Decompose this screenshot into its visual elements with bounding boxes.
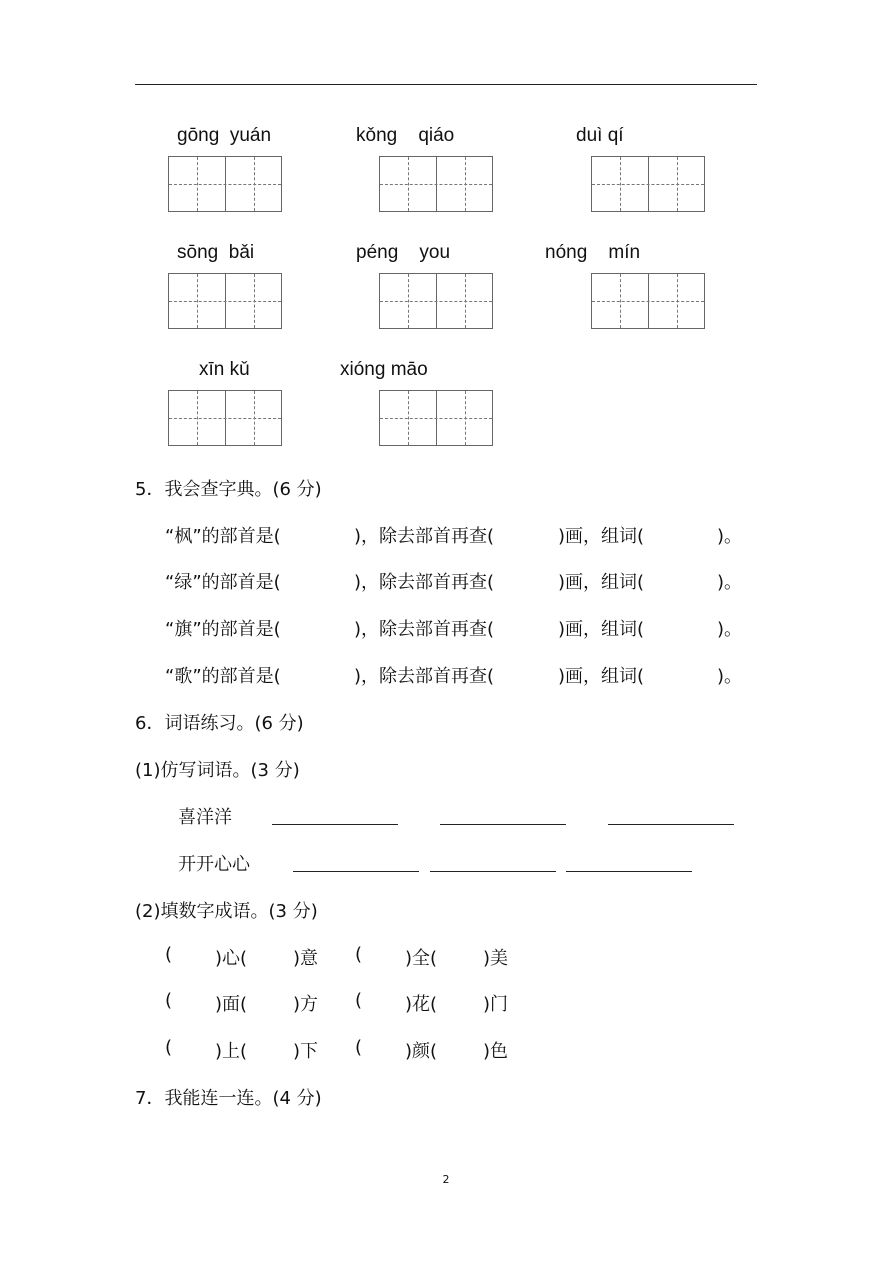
writing-grid[interactable] xyxy=(168,273,282,329)
example-word: 喜洋洋 xyxy=(178,807,232,828)
writing-grid[interactable] xyxy=(168,390,282,446)
header-rule xyxy=(135,84,757,85)
question-7-title: 7．我能连一连。(4 分) xyxy=(135,1088,322,1109)
answer-blank[interactable] xyxy=(293,871,419,872)
writing-grid[interactable] xyxy=(379,273,493,329)
question-6-title: 6．词语练习。(6 分) xyxy=(135,713,304,734)
writing-grid[interactable] xyxy=(591,273,705,329)
question-5-title: 5．我会查字典。(6 分) xyxy=(135,479,322,500)
pinyin-label: péng you xyxy=(356,242,451,263)
page-number: 2 xyxy=(442,1173,450,1186)
answer-blank[interactable] xyxy=(440,824,566,825)
writing-grid[interactable] xyxy=(591,156,705,212)
example-word: 开开心心 xyxy=(178,854,250,875)
answer-blank[interactable] xyxy=(272,824,398,825)
pinyin-label: kǒng qiáo xyxy=(356,125,455,146)
writing-grid[interactable] xyxy=(168,156,282,212)
sub-question-2-title: (2)填数字成语。(3 分) xyxy=(135,901,318,922)
pinyin-label: gōng yuán xyxy=(177,125,272,146)
pinyin-label: nóng mín xyxy=(545,242,641,263)
answer-blank[interactable] xyxy=(430,871,556,872)
sub-question-1-title: (1)仿写词语。(3 分) xyxy=(135,760,300,781)
answer-blank[interactable] xyxy=(566,871,692,872)
pinyin-label: duì qí xyxy=(576,125,624,146)
pinyin-label: xióng māo xyxy=(340,359,428,380)
writing-grid[interactable] xyxy=(379,156,493,212)
pinyin-label: sōng bǎi xyxy=(177,242,255,263)
answer-blank[interactable] xyxy=(608,824,734,825)
writing-grid[interactable] xyxy=(379,390,493,446)
pinyin-label: xīn kǔ xyxy=(199,359,250,380)
